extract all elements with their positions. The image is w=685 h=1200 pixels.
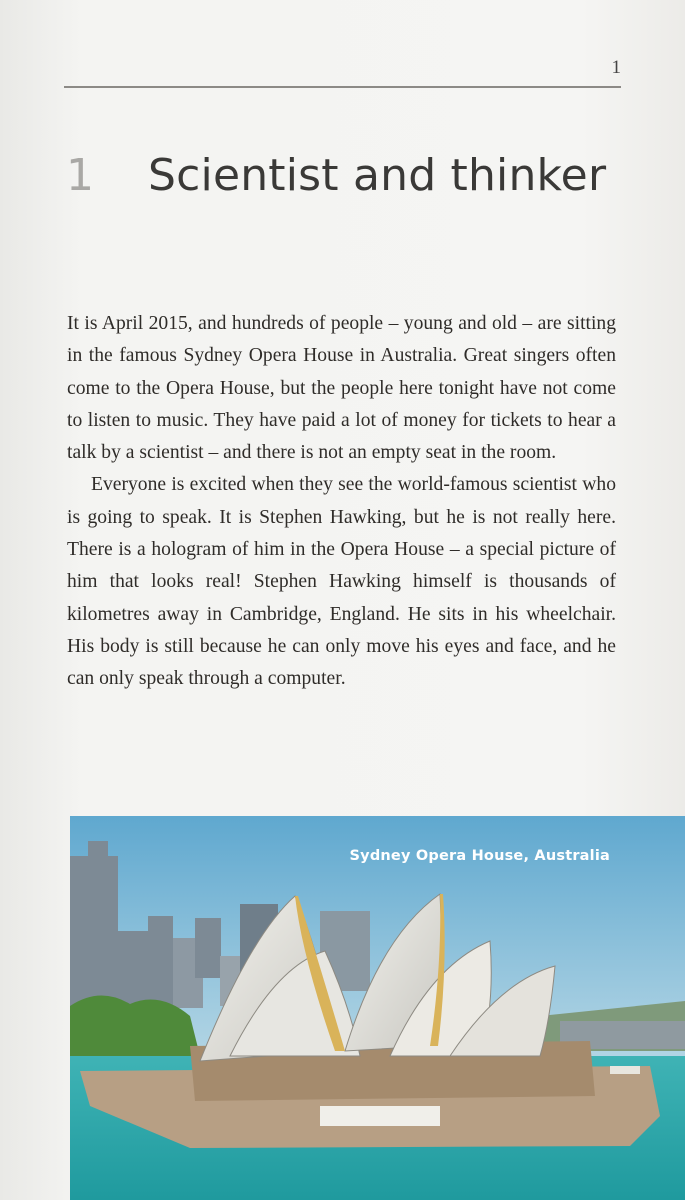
paragraph: Everyone is excited when they see the world-famous scientist who is going to speak. It is Stephen Hawking, but he is not really here. There is a hologram of him in the Opera House – a special picture of him that looks real! Stephen Hawking himself is thousands of kilometres away in Cambridge, England. He sits in his wheelchair. His body is still because he can only move his eyes and face, and he can only speak through a computer. <box>67 474 616 690</box>
paragraph: It is April 2015, and hundreds of people – young and old – are sitting in the famous Sydney Opera House in Australia. Great singers often come to the Opera House, but the people here tonight have not come to listen to music. They have paid a lot of money for tickets to hear a talk by a scientist – and there is not an empty seat in the room. <box>67 313 616 464</box>
page-number: 1 <box>611 57 621 78</box>
chapter-heading <box>66 150 606 201</box>
opera-house-photo <box>70 816 685 1200</box>
chapter-title: Scientist and thinker <box>148 150 607 201</box>
opera-house-illustration <box>70 816 685 1200</box>
body-text <box>67 308 616 696</box>
chapter-number: 1 <box>66 150 95 201</box>
photo-caption: Sydney Opera House, Australia <box>349 848 610 864</box>
header-rule <box>64 86 621 88</box>
